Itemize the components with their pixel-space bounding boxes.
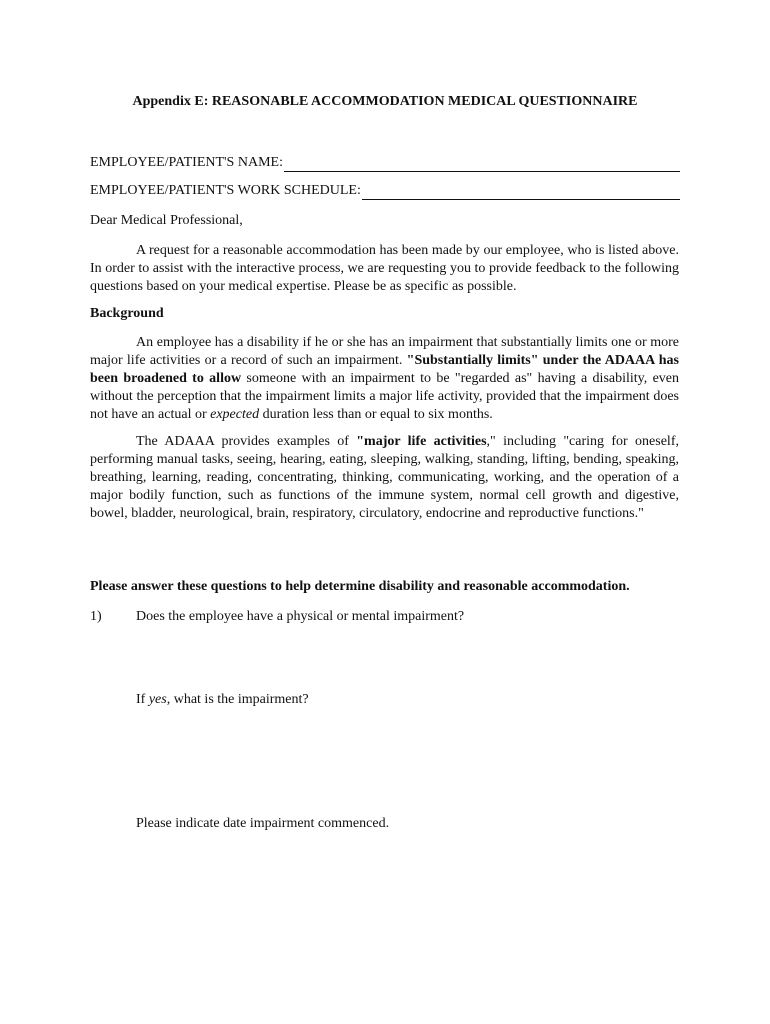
question-followup: [136, 691, 309, 709]
background-paragraph-1: [90, 334, 679, 424]
question-number: 1): [90, 609, 102, 624]
question-text: Does the employee have a physical or mental impairment?: [136, 609, 465, 624]
bg1-text-e: duration less than or equal to six months.: [259, 407, 493, 422]
work-schedule-field[interactable]: [90, 180, 680, 200]
work-schedule-label: EMPLOYEE/PATIENT'S WORK SCHEDULE:: [90, 183, 361, 198]
bg1-bold-text: "Substantially limits" under the ADAAA has been broadened to allow: [90, 353, 679, 386]
salutation: Dear Medical Professional,: [90, 213, 243, 228]
bg2-bold-text: "major life activities: [356, 434, 487, 449]
bg1-italic-text: expected: [210, 407, 260, 422]
work-schedule-blank[interactable]: [362, 185, 680, 200]
employee-name-label: EMPLOYEE/PATIENT'S NAME:: [90, 155, 283, 170]
employee-name-blank[interactable]: [284, 157, 680, 172]
followup-italic-yes: yes: [148, 692, 167, 707]
bg1-text-a: An employee has a disability if he or she has an impairment that substantially limits one or more major life activities or a record of such an impairment.: [90, 335, 679, 368]
bg2-text-c: ," including "caring for oneself, performing manual tasks, seeing, hearing, eating, sleeping, walking, standing, lifting, bending, speaking, breathing, learning, reading, concentrating, thinking, communicating, working, and the operation of a major bodily function, such as functions of the immune system, normal cell growth and digestive, bowel, bladder, neurological, brain, respiratory, circulatory, endocrine and reproductive functions.": [90, 434, 679, 521]
document-title: Appendix E: REASONABLE ACCOMMODATION MEDICAL QUESTIONNAIRE: [132, 94, 638, 109]
background-heading: Background: [90, 306, 164, 321]
background-paragraph-2: [90, 433, 679, 523]
bg2-text-a: The ADAAA provides examples of: [136, 434, 357, 449]
question-date-prompt: Please indicate date impairment commenced.: [136, 816, 390, 831]
instructions: Please answer these questions to help determine disability and reasonable accommodation.: [90, 579, 630, 594]
employee-name-field[interactable]: [90, 152, 680, 172]
followup-text-c: , what is the impairment?: [166, 692, 309, 707]
intro-paragraph: A request for a reasonable accommodation has been made by our employee, who is listed above. In order to assist with the interactive process, we are requesting you to provide feedback to the following questions based on your medical expertise. Please be as specific as possible.: [90, 243, 679, 294]
followup-text-a: If: [136, 692, 149, 707]
bg1-text-c: someone with an impairment to be "regarded as" having a disability, even without the perception that the impairment limits a major life activity, provided that the impairment does not have an actual or: [90, 371, 680, 422]
